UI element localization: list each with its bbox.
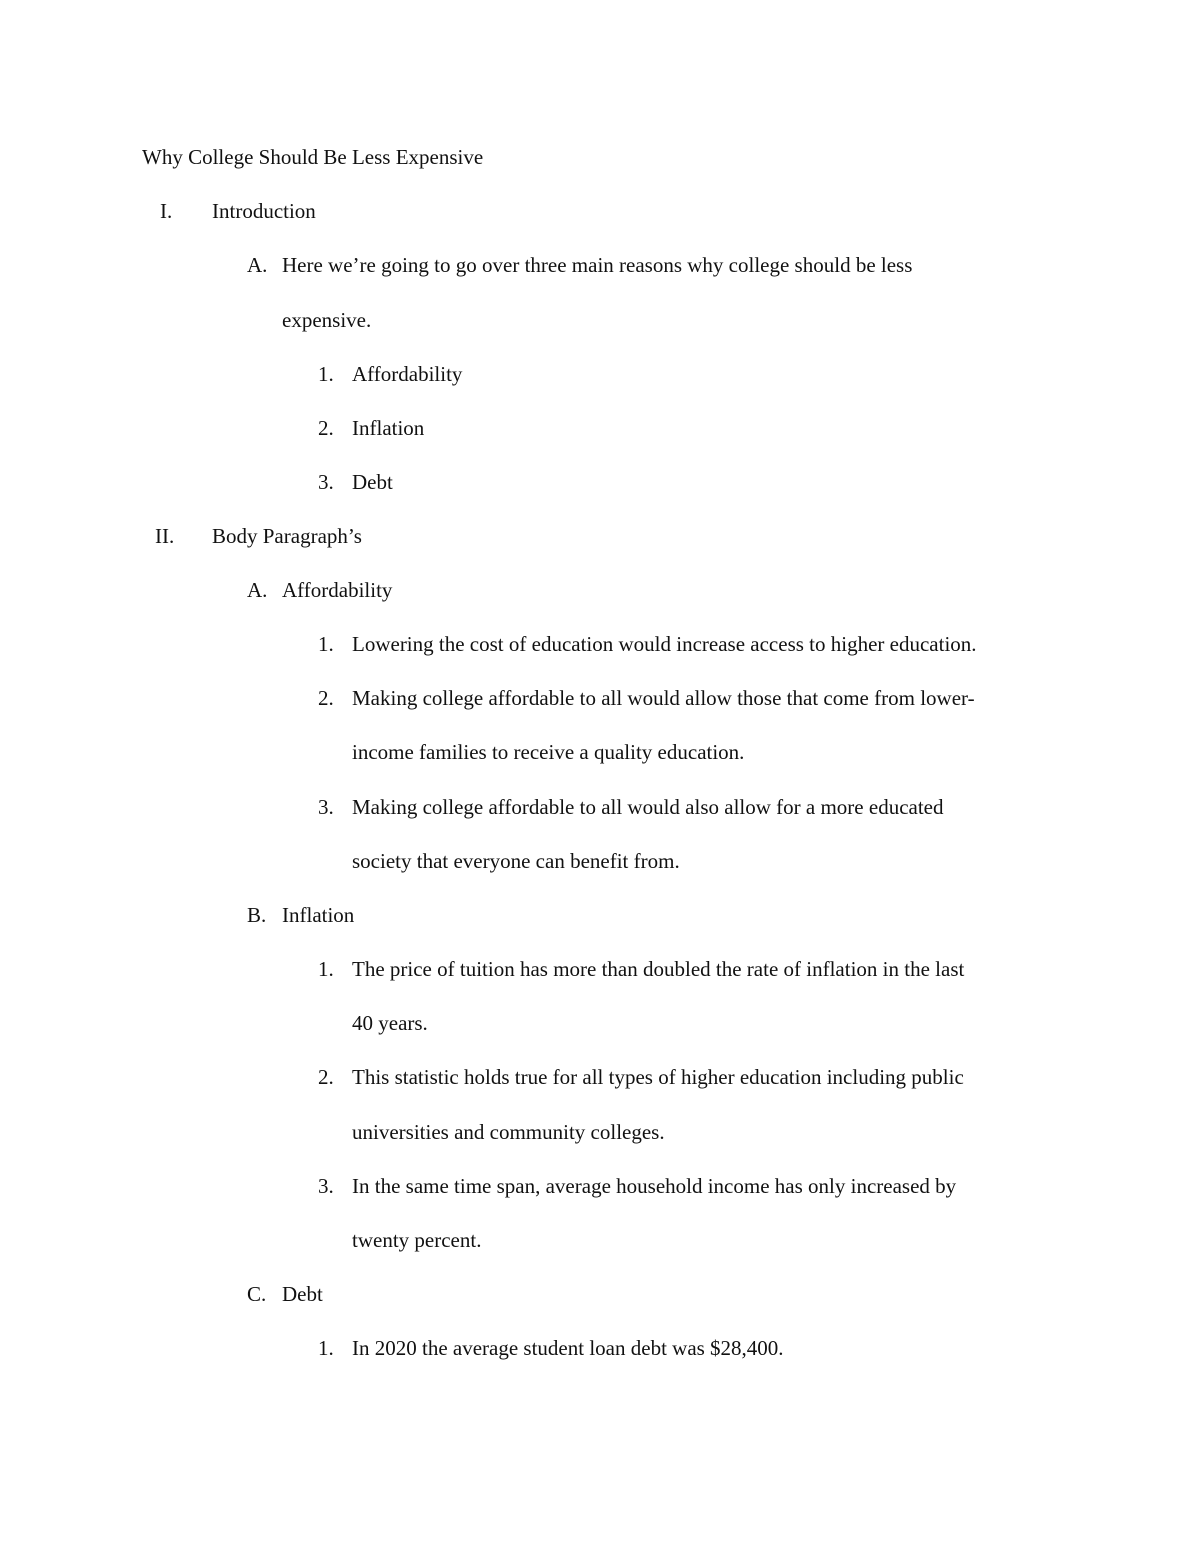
subsection-text-line: Affordability	[282, 578, 393, 602]
list-item-number: 2.	[318, 416, 334, 440]
list-item-text: 40 years.	[352, 1011, 428, 1035]
list-item-text: universities and community colleges.	[352, 1120, 665, 1144]
subsection-text-line: Here we’re going to go over three main reasons why college should be less	[282, 253, 913, 277]
list-item-number: 1.	[318, 362, 334, 386]
list-item-number: 1.	[318, 957, 334, 981]
list-item-number: 3.	[318, 1174, 334, 1198]
subsection-text-line: expensive.	[282, 308, 372, 332]
section-numeral: II.	[155, 524, 175, 548]
list-item-number: 2.	[318, 1065, 334, 1089]
subsection-letter: A.	[247, 578, 268, 602]
list-item-text: Lowering the cost of education would increase access to higher education.	[352, 632, 977, 656]
list-item-text: Making college affordable to all would also allow for a more educated	[352, 795, 944, 819]
section-numeral: I.	[160, 199, 173, 223]
section-heading: Introduction	[212, 199, 316, 223]
subsection-text-line: Debt	[282, 1282, 323, 1306]
subsection-letter: B.	[247, 903, 267, 927]
list-item-text: The price of tuition has more than doubled the rate of inflation in the last	[352, 957, 965, 981]
list-item-text: income families to receive a quality education.	[352, 740, 745, 764]
list-item-text: In the same time span, average household income has only increased by	[352, 1174, 957, 1198]
list-item-text: society that everyone can benefit from.	[352, 849, 680, 873]
list-item-number: 1.	[318, 1336, 334, 1360]
document-title: Why College Should Be Less Expensive	[142, 145, 484, 169]
subsection-letter: C.	[247, 1282, 267, 1306]
list-item-text: twenty percent.	[352, 1228, 482, 1252]
list-item-text: In 2020 the average student loan debt was $28,400.	[352, 1336, 784, 1360]
list-item-text: Inflation	[352, 416, 425, 440]
subsection-letter: A.	[247, 253, 268, 277]
list-item-text: Affordability	[352, 362, 463, 386]
list-item-number: 3.	[318, 470, 334, 494]
subsection-text-line: Inflation	[282, 903, 355, 927]
list-item-text: This statistic holds true for all types of higher education including public	[352, 1065, 964, 1089]
section-heading: Body Paragraph’s	[212, 524, 362, 548]
list-item-number: 2.	[318, 686, 334, 710]
list-item-text: Debt	[352, 470, 393, 494]
list-item-number: 3.	[318, 795, 334, 819]
list-item-text: Making college affordable to all would allow those that come from lower-	[352, 686, 975, 710]
list-item-number: 1.	[318, 632, 334, 656]
